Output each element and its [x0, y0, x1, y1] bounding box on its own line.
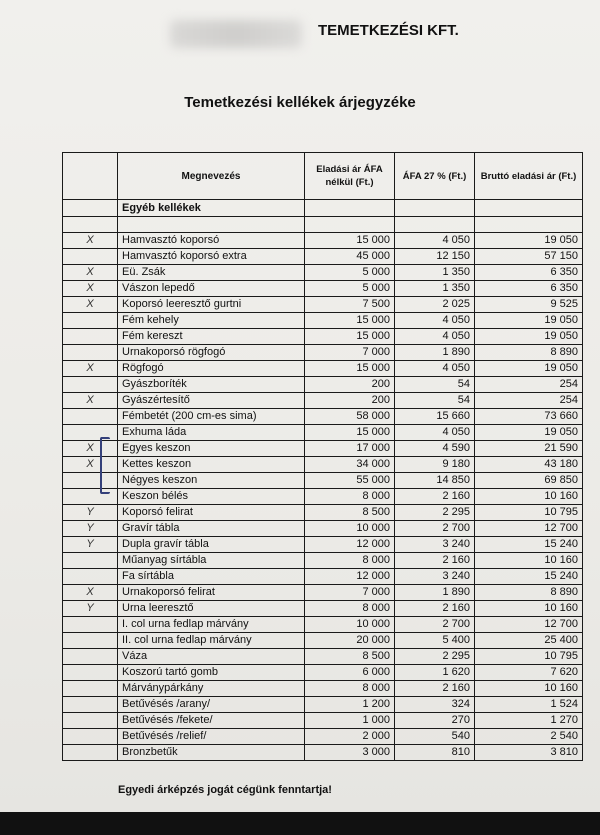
- vat-amount: 2 160: [395, 489, 475, 505]
- vat-amount: 2 025: [395, 297, 475, 313]
- gross-price: 19 050: [475, 425, 583, 441]
- vat-amount: 15 660: [395, 409, 475, 425]
- net-price: 7 000: [305, 585, 395, 601]
- item-name: Dupla gravír tábla: [118, 537, 305, 553]
- item-name: Fa sírtábla: [118, 569, 305, 585]
- vat-amount: [395, 217, 475, 233]
- gross-price: 10 795: [475, 505, 583, 521]
- gross-price: 10 160: [475, 601, 583, 617]
- item-name: Váza: [118, 649, 305, 665]
- gross-price: 57 150: [475, 249, 583, 265]
- table-row: [63, 409, 583, 425]
- table-row: [63, 569, 583, 585]
- vat-amount: 14 850: [395, 473, 475, 489]
- vat-amount: 4 590: [395, 441, 475, 457]
- gross-price: 254: [475, 377, 583, 393]
- row-mark: [63, 617, 118, 633]
- handwritten-bracket-mark: [100, 437, 110, 494]
- vat-amount: 2 700: [395, 617, 475, 633]
- net-price: 8 500: [305, 505, 395, 521]
- gross-price: 10 160: [475, 553, 583, 569]
- table-row: [63, 713, 583, 729]
- row-mark: Y: [63, 537, 118, 553]
- net-price: 15 000: [305, 361, 395, 377]
- row-mark: [63, 345, 118, 361]
- gross-price: 6 350: [475, 265, 583, 281]
- category-net-cell: [305, 200, 395, 217]
- footer-note: Egyedi árképzés jogát cégünk fenntartja!: [118, 784, 332, 796]
- table-row: [63, 329, 583, 345]
- net-price: 2 000: [305, 729, 395, 745]
- table-row: [63, 361, 583, 377]
- table-row: [63, 553, 583, 569]
- item-name: Betűvésés /relief/: [118, 729, 305, 745]
- table-row: [63, 441, 583, 457]
- vat-amount: 2 295: [395, 505, 475, 521]
- gross-price: 25 400: [475, 633, 583, 649]
- gross-price: 15 240: [475, 569, 583, 585]
- net-price: 8 000: [305, 601, 395, 617]
- table-row: [63, 617, 583, 633]
- vat-amount: 4 050: [395, 361, 475, 377]
- net-price: 1 200: [305, 697, 395, 713]
- table-row: [63, 457, 583, 473]
- category-gross-cell: [475, 200, 583, 217]
- row-mark: Y: [63, 521, 118, 537]
- net-price: 200: [305, 377, 395, 393]
- gross-price: 2 540: [475, 729, 583, 745]
- table-row: [63, 537, 583, 553]
- gross-price: 10 160: [475, 489, 583, 505]
- net-price: 12 000: [305, 569, 395, 585]
- net-price: 34 000: [305, 457, 395, 473]
- vat-column-header: ÁFA 27 % (Ft.): [395, 153, 475, 200]
- row-mark: [63, 249, 118, 265]
- net-price: 5 000: [305, 265, 395, 281]
- table-row: [63, 697, 583, 713]
- row-mark: Y: [63, 601, 118, 617]
- item-name: Fém kereszt: [118, 329, 305, 345]
- item-name: Fém kehely: [118, 313, 305, 329]
- item-name: Fémbetét (200 cm-es sima): [118, 409, 305, 425]
- net-price: 8 000: [305, 553, 395, 569]
- item-name: Eü. Zsák: [118, 265, 305, 281]
- mark-column-header: [63, 153, 118, 200]
- net-price: 20 000: [305, 633, 395, 649]
- row-mark: X: [63, 297, 118, 313]
- gross-price: 10 160: [475, 681, 583, 697]
- net-price-column-header: Eladási ár ÁFA nélkül (Ft.): [305, 153, 395, 200]
- net-price: 10 000: [305, 617, 395, 633]
- category-vat-cell: [395, 200, 475, 217]
- header-row: [63, 153, 583, 200]
- gross-price: 69 850: [475, 473, 583, 489]
- gross-price: 19 050: [475, 329, 583, 345]
- item-name: Vászon lepedő: [118, 281, 305, 297]
- net-price: [305, 217, 395, 233]
- table-row: [63, 649, 583, 665]
- gross-price: 6 350: [475, 281, 583, 297]
- gross-price: 73 660: [475, 409, 583, 425]
- gross-price: 12 700: [475, 617, 583, 633]
- category-label: Egyéb kellékek: [118, 200, 305, 217]
- vat-amount: 2 160: [395, 681, 475, 697]
- row-mark: [63, 313, 118, 329]
- net-price: 3 000: [305, 745, 395, 761]
- item-name: Hamvasztó koporsó extra: [118, 249, 305, 265]
- item-name: Bronzbetűk: [118, 745, 305, 761]
- item-name: Koszorú tartó gomb: [118, 665, 305, 681]
- row-mark: [63, 377, 118, 393]
- row-mark: [63, 409, 118, 425]
- vat-amount: 9 180: [395, 457, 475, 473]
- table-row: [63, 521, 583, 537]
- gross-price: 19 050: [475, 361, 583, 377]
- redacted-company-name: [170, 20, 302, 48]
- row-mark: X: [63, 441, 118, 457]
- item-name: Keszon bélés: [118, 489, 305, 505]
- row-mark: X: [63, 233, 118, 249]
- item-name: Négyes keszon: [118, 473, 305, 489]
- net-price: 10 000: [305, 521, 395, 537]
- row-mark: X: [63, 281, 118, 297]
- net-price: 58 000: [305, 409, 395, 425]
- vat-amount: 810: [395, 745, 475, 761]
- vat-amount: 2 160: [395, 601, 475, 617]
- row-mark: [63, 729, 118, 745]
- gross-price: 43 180: [475, 457, 583, 473]
- vat-amount: 3 240: [395, 569, 475, 585]
- net-price: 8 000: [305, 489, 395, 505]
- net-price: 6 000: [305, 665, 395, 681]
- table-row: [63, 393, 583, 409]
- vat-amount: 5 400: [395, 633, 475, 649]
- item-name: Urnakoporsó felirat: [118, 585, 305, 601]
- item-name: Gravír tábla: [118, 521, 305, 537]
- row-mark: [63, 633, 118, 649]
- company-name: TEMETKEZÉSI KFT.: [318, 22, 459, 39]
- gross-price: 21 590: [475, 441, 583, 457]
- item-name: Hamvasztó koporsó: [118, 233, 305, 249]
- row-mark: [63, 713, 118, 729]
- net-price: 1 000: [305, 713, 395, 729]
- net-price: 7 500: [305, 297, 395, 313]
- item-name: Gyászértesítő: [118, 393, 305, 409]
- item-name: II. col urna fedlap márvány: [118, 633, 305, 649]
- gross-price: 7 620: [475, 665, 583, 681]
- table-row: [63, 249, 583, 265]
- net-price: 15 000: [305, 329, 395, 345]
- page-title: Temetkezési kellékek árjegyzéke: [184, 94, 416, 111]
- vat-amount: 4 050: [395, 329, 475, 345]
- item-name: Betűvésés /arany/: [118, 697, 305, 713]
- item-name: Kettes keszon: [118, 457, 305, 473]
- item-name: Exhuma láda: [118, 425, 305, 441]
- table-row: [63, 473, 583, 489]
- row-mark: Y: [63, 505, 118, 521]
- vat-amount: 54: [395, 393, 475, 409]
- table-row: [63, 377, 583, 393]
- net-price: 12 000: [305, 537, 395, 553]
- gross-price: [475, 217, 583, 233]
- vat-amount: 1 890: [395, 345, 475, 361]
- gross-price: 12 700: [475, 521, 583, 537]
- row-mark: [63, 329, 118, 345]
- row-mark: X: [63, 457, 118, 473]
- gross-price: 8 890: [475, 345, 583, 361]
- item-name: Márványpárkány: [118, 681, 305, 697]
- net-price: 200: [305, 393, 395, 409]
- row-mark: [63, 745, 118, 761]
- item-name: Urna leeresztő: [118, 601, 305, 617]
- vat-amount: 4 050: [395, 425, 475, 441]
- row-mark: X: [63, 585, 118, 601]
- table-row: [63, 297, 583, 313]
- net-price: 5 000: [305, 281, 395, 297]
- table-row: [63, 313, 583, 329]
- vat-amount: 3 240: [395, 537, 475, 553]
- table-row: [63, 281, 583, 297]
- table-row: [63, 505, 583, 521]
- item-name: Egyes keszon: [118, 441, 305, 457]
- gross-price: 3 810: [475, 745, 583, 761]
- net-price: 55 000: [305, 473, 395, 489]
- vat-amount: 2 700: [395, 521, 475, 537]
- name-column-header: Megnevezés: [118, 153, 305, 200]
- vat-amount: 2 160: [395, 553, 475, 569]
- row-mark: [63, 697, 118, 713]
- gross-price: 8 890: [475, 585, 583, 601]
- table-row: [63, 633, 583, 649]
- row-mark: [63, 217, 118, 233]
- vat-amount: 4 050: [395, 313, 475, 329]
- row-mark: X: [63, 393, 118, 409]
- table-row: [63, 425, 583, 441]
- item-name: I. col urna fedlap márvány: [118, 617, 305, 633]
- table-row: [63, 665, 583, 681]
- net-price: 7 000: [305, 345, 395, 361]
- gross-price: 10 795: [475, 649, 583, 665]
- vat-amount: 4 050: [395, 233, 475, 249]
- table-row: [63, 489, 583, 505]
- table-row: [63, 681, 583, 697]
- row-mark: X: [63, 265, 118, 281]
- row-mark: [63, 649, 118, 665]
- gross-price: 19 050: [475, 233, 583, 249]
- item-name: Műanyag sírtábla: [118, 553, 305, 569]
- row-mark: X: [63, 361, 118, 377]
- table-row: [63, 345, 583, 361]
- item-name: Betűvésés /fekete/: [118, 713, 305, 729]
- row-mark: [63, 681, 118, 697]
- gross-price: 15 240: [475, 537, 583, 553]
- item-name: [118, 217, 305, 233]
- vat-amount: 540: [395, 729, 475, 745]
- net-price: 17 000: [305, 441, 395, 457]
- gross-price: 254: [475, 393, 583, 409]
- gross-price: 1 524: [475, 697, 583, 713]
- vat-amount: 270: [395, 713, 475, 729]
- table-row: [63, 729, 583, 745]
- table-row: [63, 585, 583, 601]
- item-name: Rögfogó: [118, 361, 305, 377]
- table-row: [63, 265, 583, 281]
- net-price: 15 000: [305, 425, 395, 441]
- net-price: 8 500: [305, 649, 395, 665]
- gross-price-column-header: Bruttó eladási ár (Ft.): [475, 153, 583, 200]
- net-price: 8 000: [305, 681, 395, 697]
- item-name: Koporsó leeresztő gurtni: [118, 297, 305, 313]
- category-row: [63, 200, 583, 217]
- row-mark: [63, 553, 118, 569]
- table-row: [63, 745, 583, 761]
- gross-price: 1 270: [475, 713, 583, 729]
- row-mark: [63, 569, 118, 585]
- table-row: [63, 233, 583, 249]
- price-table: [62, 152, 583, 761]
- row-mark: [63, 665, 118, 681]
- net-price: 15 000: [305, 313, 395, 329]
- table-row: [63, 601, 583, 617]
- net-price: 15 000: [305, 233, 395, 249]
- category-mark-cell: [63, 200, 118, 217]
- table-row: [63, 217, 583, 233]
- vat-amount: 1 350: [395, 265, 475, 281]
- vat-amount: 54: [395, 377, 475, 393]
- vat-amount: 1 620: [395, 665, 475, 681]
- gross-price: 19 050: [475, 313, 583, 329]
- item-name: Urnakoporsó rögfogó: [118, 345, 305, 361]
- gross-price: 9 525: [475, 297, 583, 313]
- vat-amount: 2 295: [395, 649, 475, 665]
- vat-amount: 1 890: [395, 585, 475, 601]
- vat-amount: 1 350: [395, 281, 475, 297]
- net-price: 45 000: [305, 249, 395, 265]
- vat-amount: 324: [395, 697, 475, 713]
- vat-amount: 12 150: [395, 249, 475, 265]
- item-name: Koporsó felirat: [118, 505, 305, 521]
- item-name: Gyászboríték: [118, 377, 305, 393]
